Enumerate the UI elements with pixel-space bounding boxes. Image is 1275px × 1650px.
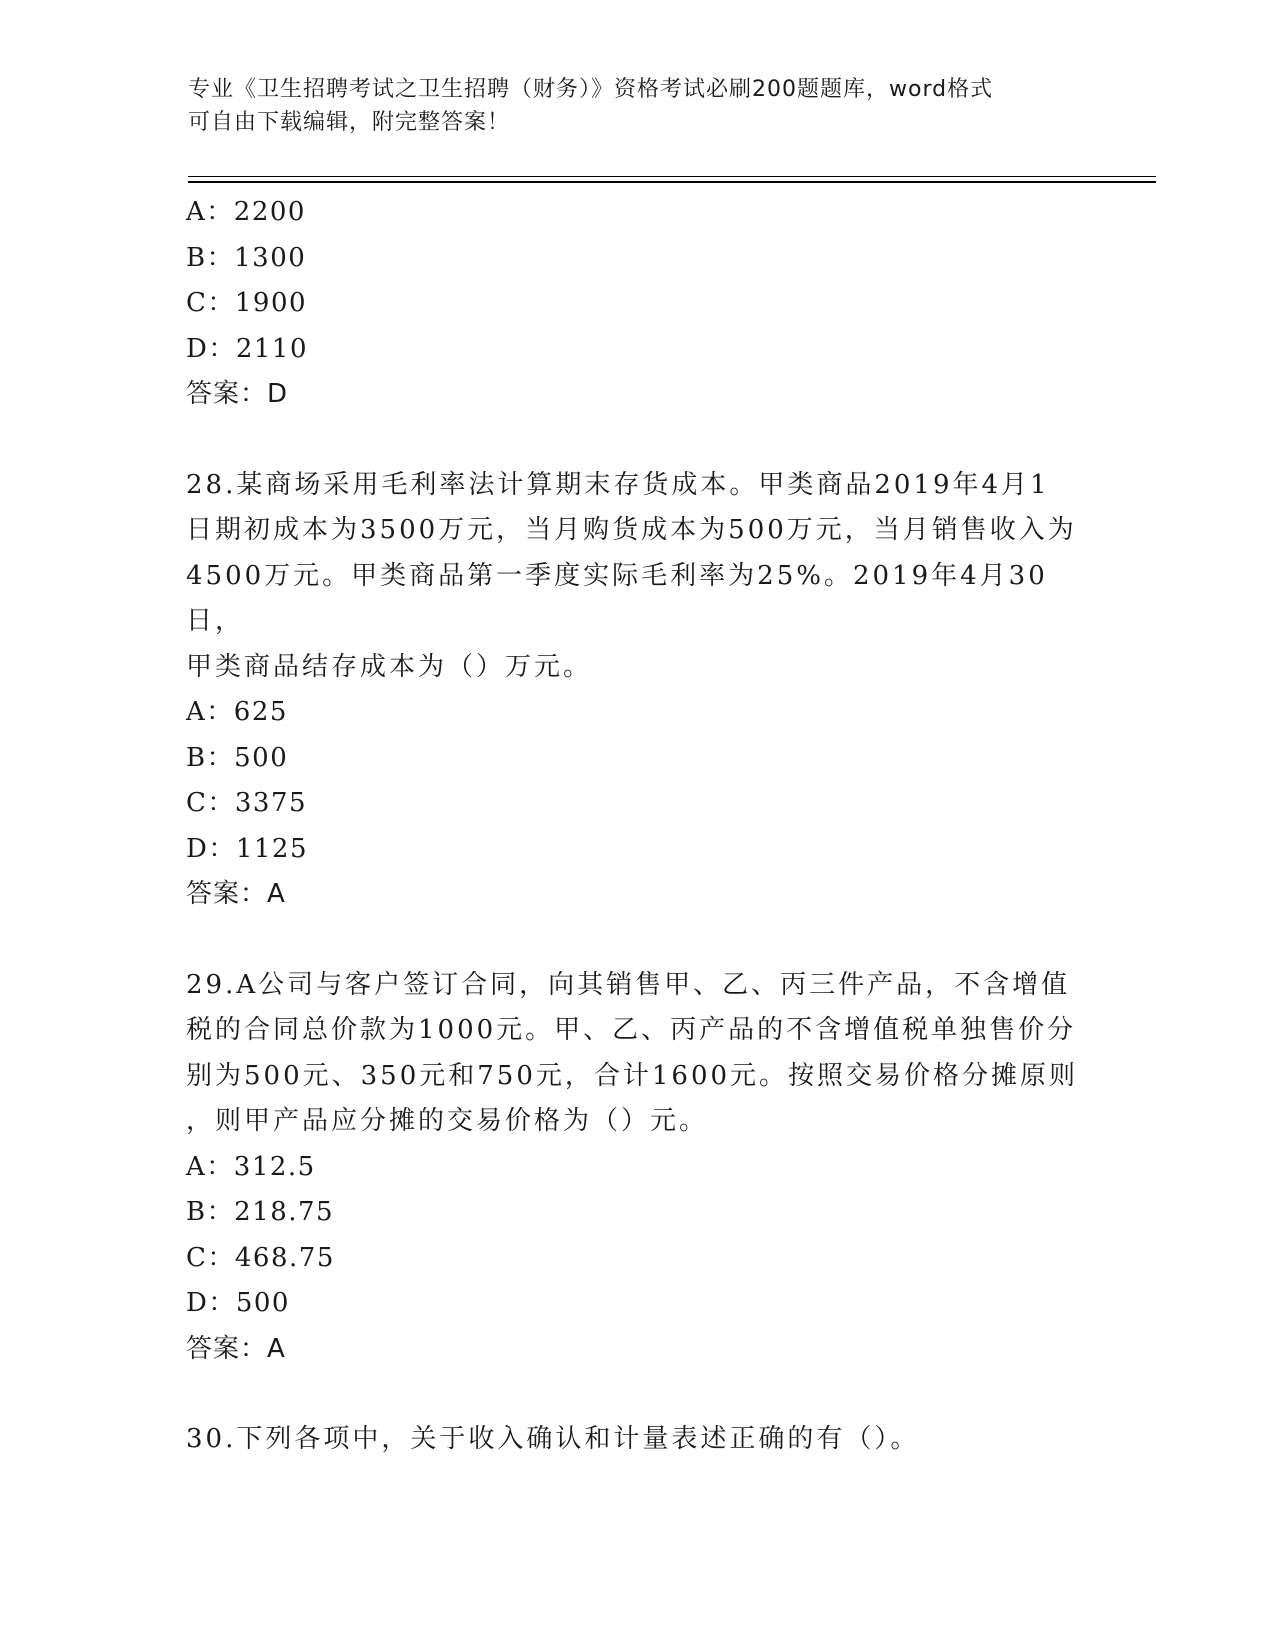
question-28-stem	[186, 463, 1086, 691]
option-d: D：500	[186, 1288, 290, 1318]
option-a: A：312.5	[186, 1151, 316, 1182]
document-body	[186, 190, 1086, 1463]
question-29-answer: 答案：A	[186, 1333, 286, 1364]
header-title-line-1: 专业《卫生招聘考试之卫生招聘（财务）》资格考试必刷200题题库，word格式	[188, 77, 994, 102]
option-d: D：1125	[186, 833, 309, 864]
option-b: B：500	[186, 742, 289, 773]
header-divider-thick	[188, 181, 1156, 183]
question-28-answer: 答案：A	[186, 879, 286, 909]
question-29-stem	[186, 963, 1086, 1145]
spacer	[186, 918, 1086, 963]
option-c: C：1900	[186, 288, 308, 318]
option-c: C：3375	[186, 788, 308, 818]
header-title-line-2: 可自由下载编辑，附完整答案！	[188, 110, 511, 135]
stem-line: 甲类商品结存成本为（）万元。	[186, 651, 593, 682]
stem-line: 日期初成本为3500万元，当月购货成本为500万元，当月销售收入为	[186, 515, 1077, 545]
option-b: B：218.75	[186, 1197, 335, 1227]
stem-line: 别为500元、350元和750元，合计1600元。按照交易价格分摊原则	[186, 1060, 1079, 1091]
stem-line: ，则甲产品应分摊的交易价格为（）元。	[186, 1106, 709, 1136]
option-c: C：468.75	[186, 1242, 335, 1273]
question-28-options	[186, 690, 1086, 872]
option-b: B：1300	[186, 242, 307, 273]
spacer	[186, 418, 1086, 463]
question-29-options	[186, 1145, 1086, 1327]
question-27-options	[186, 190, 1086, 372]
page-header	[188, 73, 1068, 139]
question-30-stem: 30.下列各项中，关于收入确认和计量表述正确的有（）。	[186, 1424, 920, 1454]
spacer	[186, 1372, 1086, 1417]
question-27-answer: 答案：D	[186, 379, 289, 409]
header-divider-thin	[188, 176, 1156, 177]
stem-line: 28.某商场采用毛利率法计算期末存货成本。甲类商品2019年4月1	[186, 469, 1050, 500]
stem-line: 4500万元。甲类商品第一季度实际毛利率为25%。2019年4月30日，	[186, 560, 1048, 636]
stem-line: 税的合同总价款为1000元。甲、乙、丙产品的不含增值税单独售价分	[186, 1015, 1077, 1045]
option-a: A：625	[186, 697, 288, 727]
stem-line: 29.A公司与客户签订合同，向其销售甲、乙、丙三件产品，不含增值	[186, 969, 1071, 1000]
option-a: A：2200	[186, 197, 306, 227]
option-d: D：2110	[186, 333, 309, 364]
